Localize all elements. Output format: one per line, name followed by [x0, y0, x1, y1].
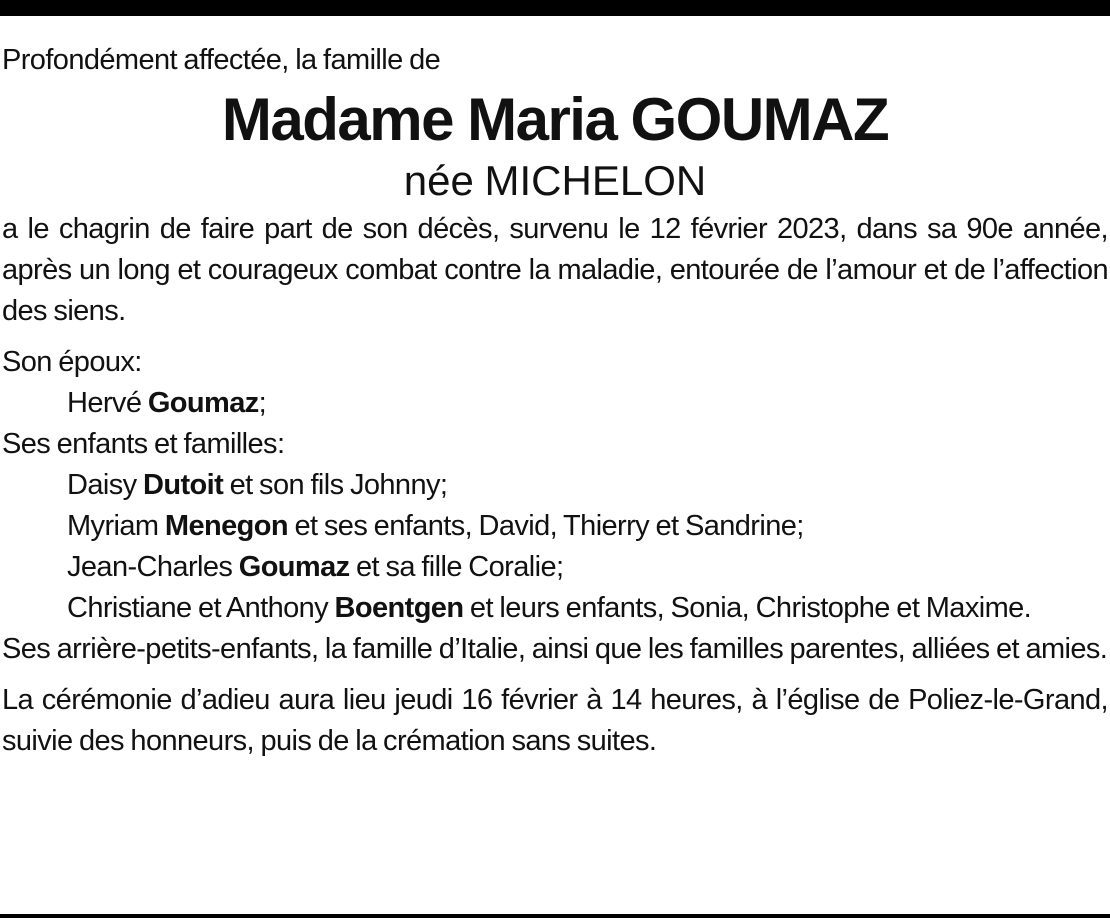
deceased-name: Madame Maria GOUMAZ [221, 86, 889, 153]
spouse-entry [2, 383, 1108, 424]
ceremony-paragraph: La cérémonie d’adieu aura lieu jeudi 16 février à 14 heures, à l’église de Poliez-le-Grand, suivie des honneurs, puis de la crémation sans suites. [2, 684, 1108, 757]
first-name: Daisy [67, 469, 143, 501]
relatives-paragraph: Ses arrière-petits-enfants, la famille d’Italie, ainsi que les familles parentes, alliées et amies. [2, 633, 1108, 665]
bottom-border-rule [0, 914, 1110, 918]
first-name: Myriam [67, 510, 165, 542]
entry-rest: et son fils Johnny; [223, 469, 448, 501]
death-notice [2, 40, 1108, 762]
entry-rest: et leurs enfants, Sonia, Christophe et Maxime. [463, 592, 1032, 624]
surname: Menegon [164, 510, 288, 542]
maiden-name: née MICHELON [403, 157, 707, 204]
entry-rest: ; [258, 387, 267, 419]
children-heading: Ses enfants et familles: [2, 428, 285, 460]
entry-rest: et sa fille Coralie; [349, 551, 564, 583]
child-entry [2, 547, 1108, 588]
intro-line: Profondément affectée, la famille de [2, 44, 441, 76]
first-name: Hervé [67, 387, 148, 419]
announcement-paragraph: a le chagrin de faire part de son décès, survenu le 12 février 2023, dans sa 90e année, après un long et courageux combat contre la maladie, entourée de l’amour et de l’affection des siens. [2, 213, 1108, 327]
surname: Goumaz [147, 387, 259, 419]
spouse-heading: Son époux: [2, 346, 142, 378]
surname: Goumaz [238, 551, 350, 583]
child-entry [2, 465, 1108, 506]
first-name: Jean-Charles [67, 551, 239, 583]
child-entry [2, 506, 1108, 547]
entry-rest: et ses enfants, David, Thierry et Sandrine; [287, 510, 804, 542]
child-entry [2, 588, 1108, 629]
surname: Dutoit [142, 469, 224, 501]
first-name: Christiane et Anthony [67, 592, 335, 624]
surname: Boentgen [334, 592, 464, 624]
family-list [2, 342, 1108, 670]
top-border-rule [0, 0, 1110, 16]
